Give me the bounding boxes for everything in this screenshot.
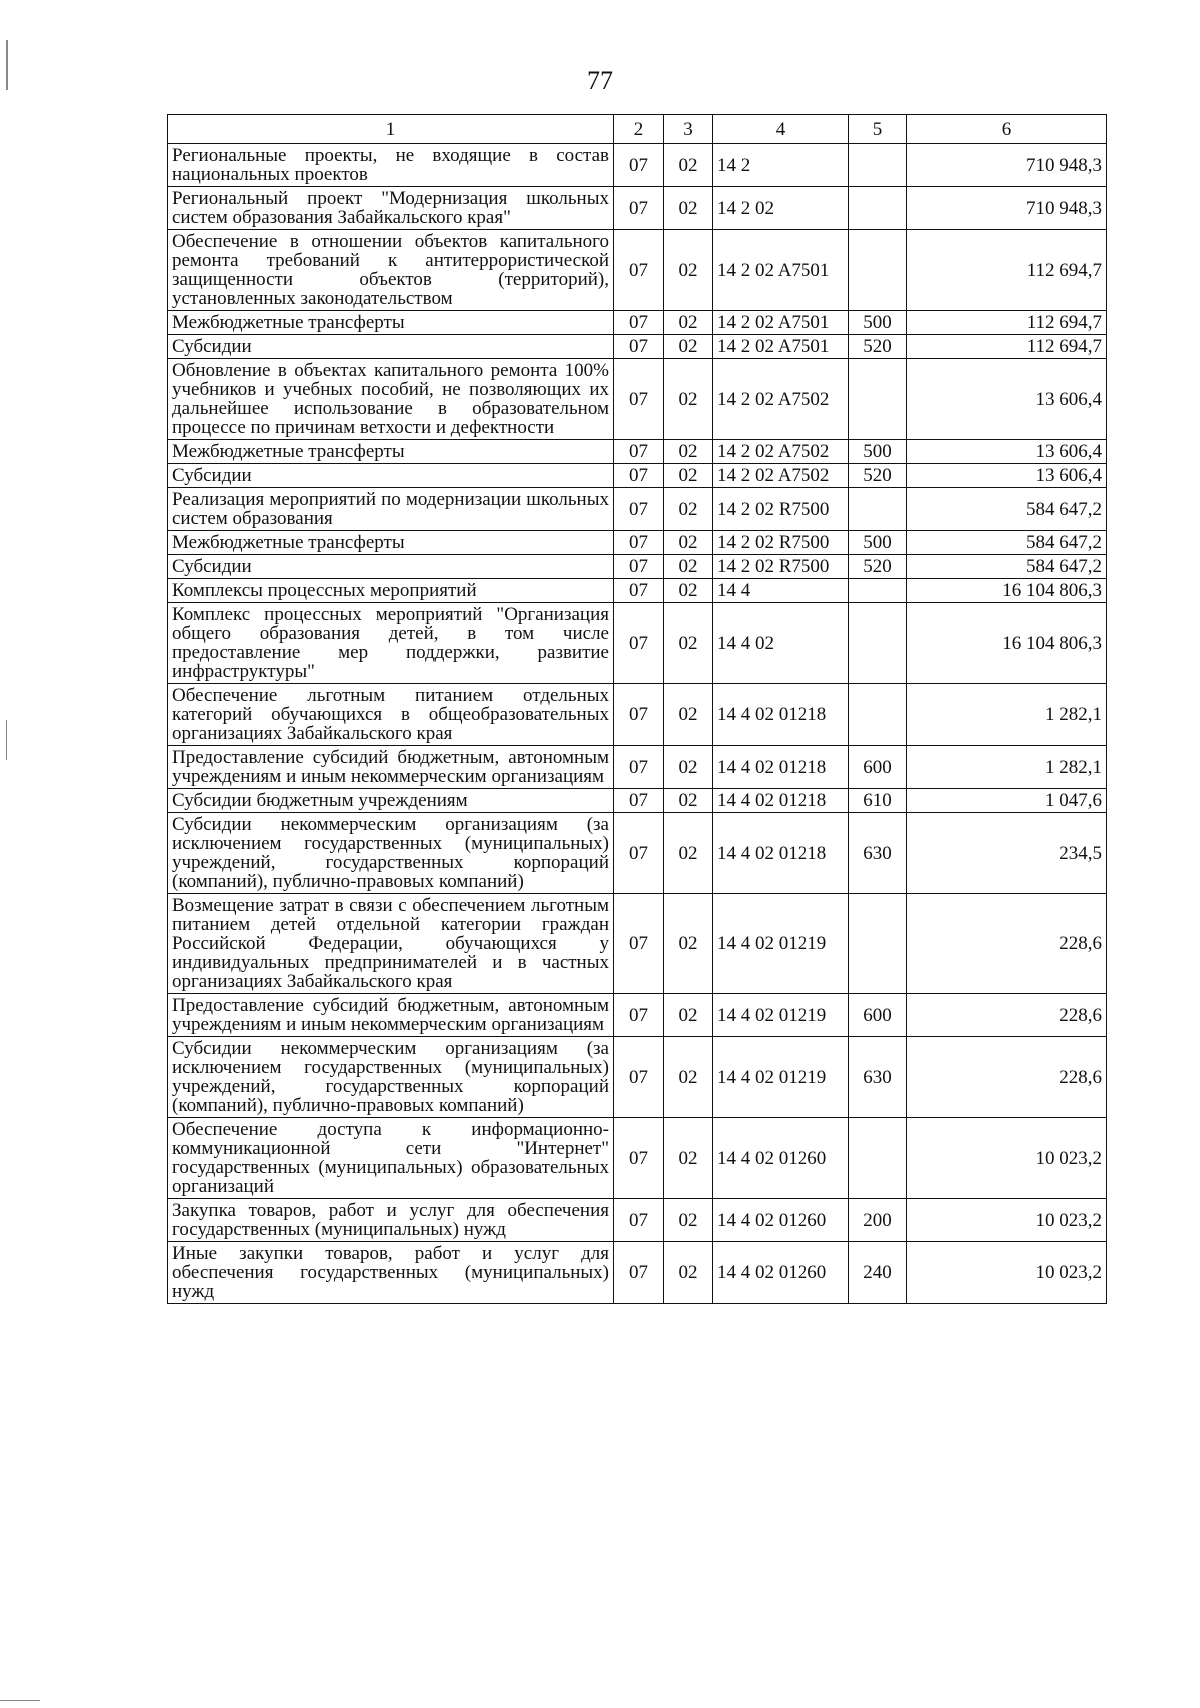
expense-type-cell: 520 [849,464,907,488]
row-name-cell: Реализация мероприятий по модернизации школьных систем образования [168,488,614,531]
subsection-cell: 02 [664,579,713,603]
target-article-cell: 14 4 02 01219 [713,894,849,994]
target-article-cell: 14 2 [713,144,849,187]
table-row [168,335,1107,359]
table-row [168,813,1107,894]
section-cell: 07 [614,684,664,746]
expense-type-cell: 600 [849,994,907,1037]
target-article-cell: 14 2 02 R7500 [713,488,849,531]
amount-cell: 584 647,2 [907,555,1107,579]
target-article-cell: 14 2 02 A7502 [713,440,849,464]
row-name-cell: Субсидии [168,464,614,488]
expense-type-cell [849,894,907,994]
subsection-cell: 02 [664,187,713,230]
table-row [168,555,1107,579]
row-name-cell: Предоставление субсидий бюджетным, автономным учреждениям и иным некоммерческим организациям [168,746,614,789]
target-article-cell: 14 2 02 [713,187,849,230]
target-article-cell: 14 2 02 R7500 [713,531,849,555]
amount-cell: 16 104 806,3 [907,579,1107,603]
row-name-cell: Иные закупки товаров, работ и услуг для обеспечения государственных (муниципальных) нужд [168,1242,614,1304]
target-article-cell: 14 4 02 [713,603,849,684]
row-name-cell: Предоставление субсидий бюджетным, автономным учреждениям и иным некоммерческим организациям [168,994,614,1037]
header-cell: 5 [849,115,907,144]
expense-type-cell: 500 [849,440,907,464]
subsection-cell: 02 [664,488,713,531]
section-cell: 07 [614,230,664,311]
subsection-cell: 02 [664,684,713,746]
row-name-cell: Региональный проект "Модернизация школьных систем образования Забайкальского края" [168,187,614,230]
table-row [168,187,1107,230]
section-cell: 07 [614,1118,664,1199]
table-row [168,440,1107,464]
target-article-cell: 14 2 02 A7501 [713,335,849,359]
subsection-cell: 02 [664,531,713,555]
row-name-cell: Субсидии [168,555,614,579]
subsection-cell: 02 [664,603,713,684]
row-name-cell: Субсидии бюджетным учреждениям [168,789,614,813]
amount-cell: 710 948,3 [907,144,1107,187]
section-cell: 07 [614,603,664,684]
section-cell: 07 [614,894,664,994]
subsection-cell: 02 [664,311,713,335]
section-cell: 07 [614,144,664,187]
expense-type-cell: 630 [849,1037,907,1118]
amount-cell: 228,6 [907,894,1107,994]
section-cell: 07 [614,1242,664,1304]
section-cell: 07 [614,579,664,603]
scan-mark-bottom-left [0,1700,40,1701]
subsection-cell: 02 [664,789,713,813]
row-name-cell: Субсидии [168,335,614,359]
section-cell: 07 [614,311,664,335]
section-cell: 07 [614,335,664,359]
amount-cell: 1 047,6 [907,789,1107,813]
row-name-cell: Субсидии некоммерческим организациям (за исключением государственных (муниципальных) учреждений, государственных корпораций (компаний), публично-правовых компаний) [168,1037,614,1118]
expense-type-cell [849,187,907,230]
table-row [168,994,1107,1037]
row-name-cell: Комплексы процессных мероприятий [168,579,614,603]
header-cell: 6 [907,115,1107,144]
amount-cell: 1 282,1 [907,746,1107,789]
section-cell: 07 [614,531,664,555]
table-row [168,311,1107,335]
target-article-cell: 14 2 02 A7502 [713,359,849,440]
subsection-cell: 02 [664,1199,713,1242]
target-article-cell: 14 4 02 01260 [713,1199,849,1242]
table-row [168,684,1107,746]
expense-type-cell [849,144,907,187]
amount-cell: 112 694,7 [907,335,1107,359]
row-name-cell: Комплекс процессных мероприятий "Организация общего образования детей, в том числе предоставление мер поддержки, развитие инфраструктуры" [168,603,614,684]
table-row [168,1037,1107,1118]
expense-type-cell: 520 [849,335,907,359]
budget-table [167,114,1107,1304]
expense-type-cell: 630 [849,813,907,894]
section-cell: 07 [614,440,664,464]
table-row [168,531,1107,555]
subsection-cell: 02 [664,144,713,187]
amount-cell: 13 606,4 [907,464,1107,488]
target-article-cell: 14 2 02 A7501 [713,311,849,335]
table-row [168,488,1107,531]
row-name-cell: Обеспечение доступа к информационно-коммуникационной сети "Интернет" государственных (муниципальных) образовательных организаций [168,1118,614,1199]
target-article-cell: 14 4 02 01218 [713,684,849,746]
table-row [168,894,1107,994]
expense-type-cell: 500 [849,531,907,555]
target-article-cell: 14 4 02 01219 [713,994,849,1037]
expense-type-cell [849,1118,907,1199]
expense-type-cell [849,359,907,440]
amount-cell: 1 282,1 [907,684,1107,746]
section-cell: 07 [614,1199,664,1242]
expense-type-cell [849,603,907,684]
expense-type-cell: 500 [849,311,907,335]
row-name-cell: Закупка товаров, работ и услуг для обеспечения государственных (муниципальных) нужд [168,1199,614,1242]
row-name-cell: Межбюджетные трансферты [168,440,614,464]
header-cell: 4 [713,115,849,144]
amount-cell: 584 647,2 [907,488,1107,531]
amount-cell: 10 023,2 [907,1199,1107,1242]
row-name-cell: Межбюджетные трансферты [168,311,614,335]
amount-cell: 228,6 [907,1037,1107,1118]
table-body [168,144,1107,1304]
amount-cell: 16 104 806,3 [907,603,1107,684]
subsection-cell: 02 [664,994,713,1037]
section-cell: 07 [614,813,664,894]
amount-cell: 10 023,2 [907,1242,1107,1304]
section-cell: 07 [614,1037,664,1118]
table-header-row [168,115,1107,144]
subsection-cell: 02 [664,1118,713,1199]
subsection-cell: 02 [664,230,713,311]
expense-type-cell [849,684,907,746]
row-name-cell: Обновление в объектах капитального ремонта 100% учебников и учебных пособий, не позволяющих их дальнейшее использование в образовательном процессе по причинам ветхости и дефектности [168,359,614,440]
target-article-cell: 14 4 02 01219 [713,1037,849,1118]
target-article-cell: 14 4 02 01260 [713,1242,849,1304]
section-cell: 07 [614,359,664,440]
expense-type-cell [849,579,907,603]
amount-cell: 112 694,7 [907,311,1107,335]
amount-cell: 234,5 [907,813,1107,894]
section-cell: 07 [614,488,664,531]
table-row [168,144,1107,187]
subsection-cell: 02 [664,1037,713,1118]
table-row [168,579,1107,603]
section-cell: 07 [614,746,664,789]
subsection-cell: 02 [664,335,713,359]
subsection-cell: 02 [664,464,713,488]
page-number: 77 [587,66,613,95]
table-row [168,1199,1107,1242]
table-row [168,1242,1107,1304]
table-row [168,1118,1107,1199]
row-name-cell: Региональные проекты, не входящие в состав национальных проектов [168,144,614,187]
amount-cell: 228,6 [907,994,1107,1037]
header-cell: 3 [664,115,713,144]
expense-type-cell: 610 [849,789,907,813]
table-row [168,746,1107,789]
section-cell: 07 [614,187,664,230]
table-row [168,230,1107,311]
amount-cell: 112 694,7 [907,230,1107,311]
subsection-cell: 02 [664,894,713,994]
amount-cell: 584 647,2 [907,531,1107,555]
header-cell: 1 [168,115,614,144]
amount-cell: 13 606,4 [907,440,1107,464]
scan-mark-left-mid [6,720,7,760]
target-article-cell: 14 4 02 01218 [713,746,849,789]
row-name-cell: Возмещение затрат в связи с обеспечением льготным питанием детей отдельной категории граждан Российской Федерации, обучающихся у индивидуальных предпринимателей и в частных организациях Забайкальского края [168,894,614,994]
header-cell: 2 [614,115,664,144]
subsection-cell: 02 [664,813,713,894]
target-article-cell: 14 4 02 01260 [713,1118,849,1199]
expense-type-cell: 200 [849,1199,907,1242]
expense-type-cell [849,488,907,531]
expense-type-cell: 600 [849,746,907,789]
subsection-cell: 02 [664,555,713,579]
table-row [168,464,1107,488]
expense-type-cell [849,230,907,311]
amount-cell: 710 948,3 [907,187,1107,230]
row-name-cell: Субсидии некоммерческим организациям (за исключением государственных (муниципальных) учреждений, государственных корпораций (компаний), публично-правовых компаний) [168,813,614,894]
table-row [168,359,1107,440]
target-article-cell: 14 4 02 01218 [713,789,849,813]
subsection-cell: 02 [664,359,713,440]
section-cell: 07 [614,994,664,1037]
expense-type-cell: 240 [849,1242,907,1304]
target-article-cell: 14 2 02 A7501 [713,230,849,311]
row-name-cell: Обеспечение в отношении объектов капитального ремонта требований к антитеррористической защищенности объектов (территорий), установленных законодательством [168,230,614,311]
amount-cell: 10 023,2 [907,1118,1107,1199]
target-article-cell: 14 4 02 01218 [713,813,849,894]
table-row [168,603,1107,684]
subsection-cell: 02 [664,440,713,464]
row-name-cell: Межбюджетные трансферты [168,531,614,555]
subsection-cell: 02 [664,1242,713,1304]
section-cell: 07 [614,464,664,488]
target-article-cell: 14 4 [713,579,849,603]
row-name-cell: Обеспечение льготным питанием отдельных категорий обучающихся в общеобразовательных организациях Забайкальского края [168,684,614,746]
target-article-cell: 14 2 02 R7500 [713,555,849,579]
section-cell: 07 [614,555,664,579]
expense-type-cell: 520 [849,555,907,579]
amount-cell: 13 606,4 [907,359,1107,440]
section-cell: 07 [614,789,664,813]
subsection-cell: 02 [664,746,713,789]
target-article-cell: 14 2 02 A7502 [713,464,849,488]
table-row [168,789,1107,813]
